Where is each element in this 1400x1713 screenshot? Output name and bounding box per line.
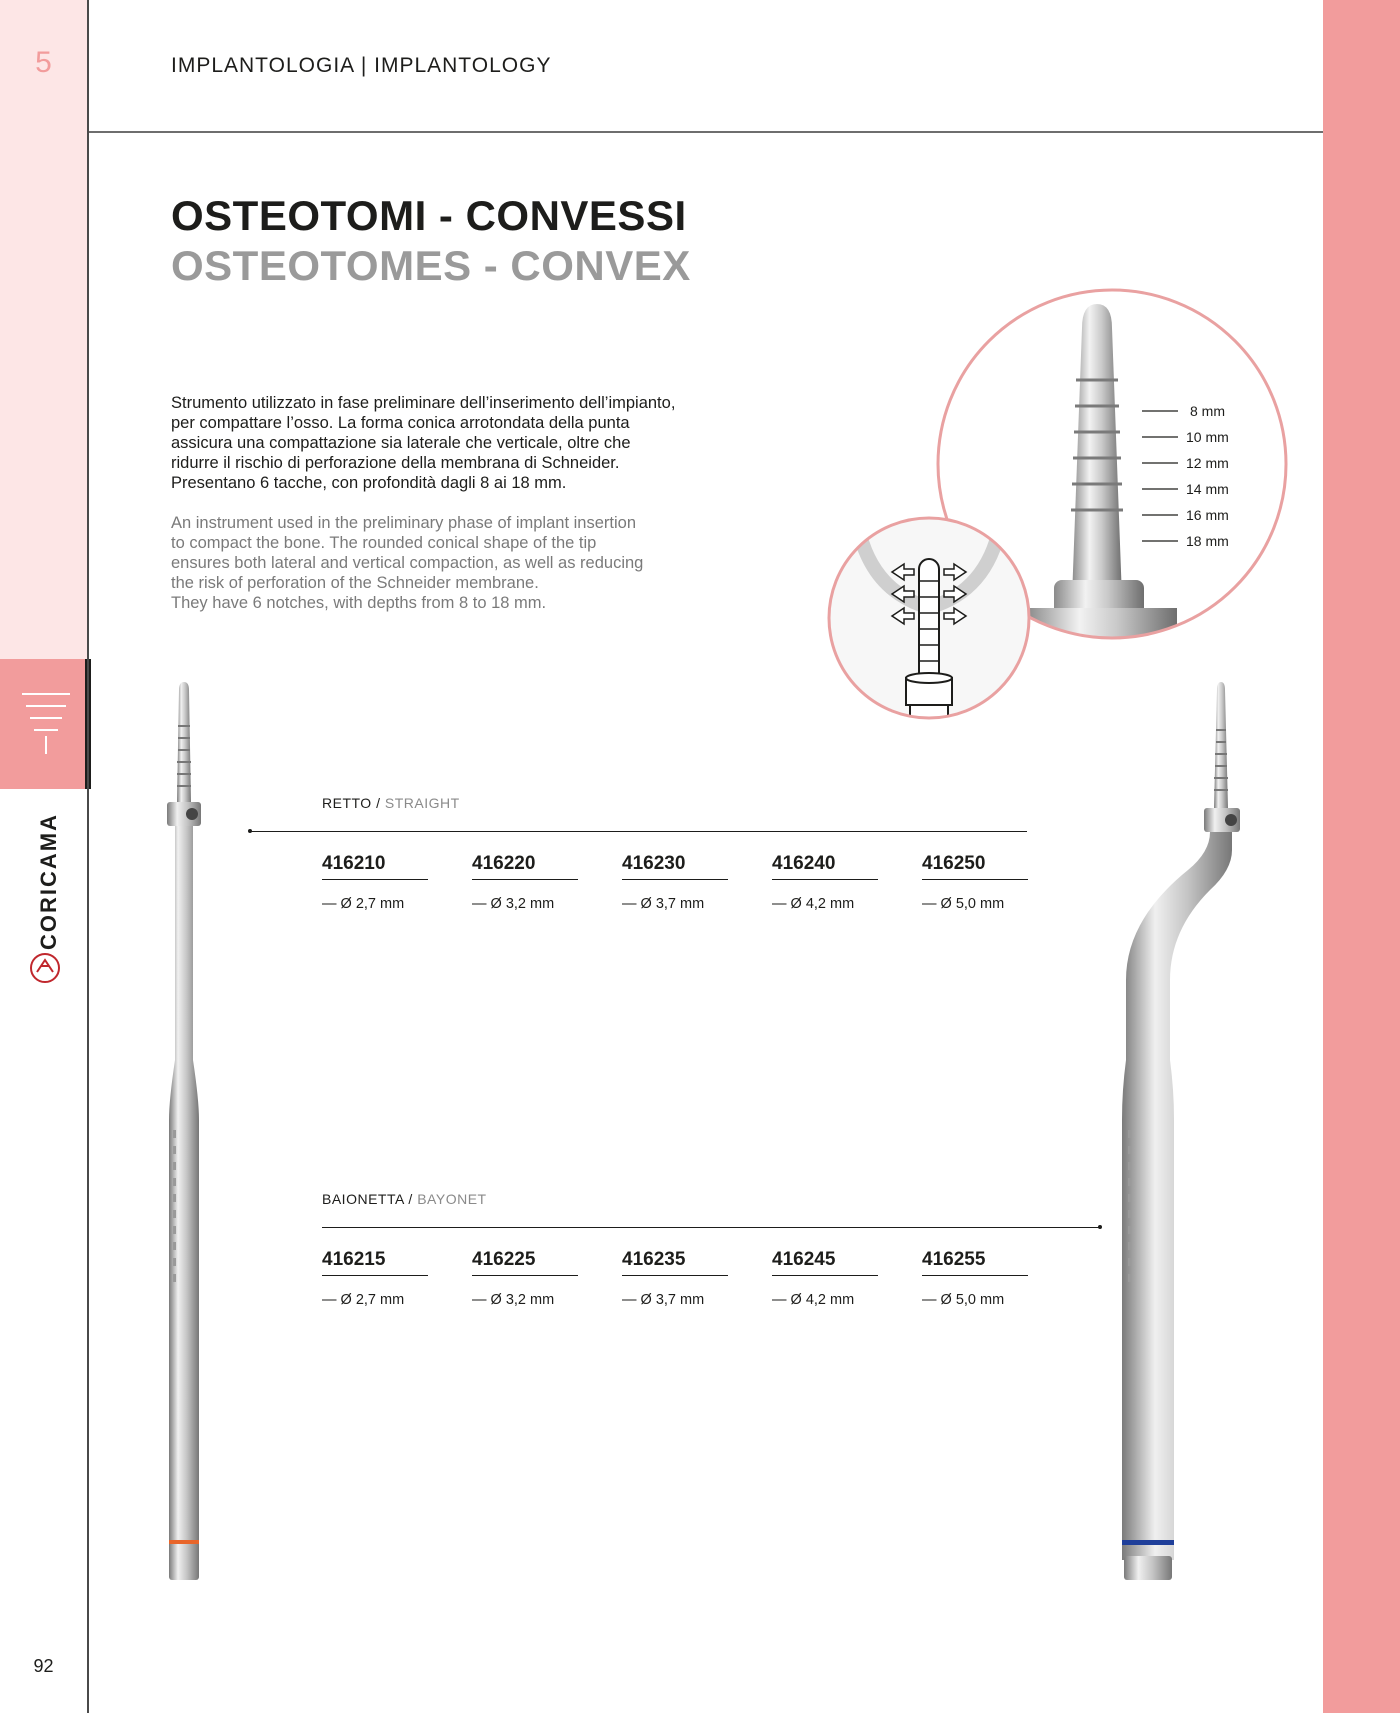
sidebar-divider [87,0,89,1713]
depth-mark-label: 10 mm [1186,429,1229,445]
depth-mark-label: 14 mm [1186,481,1229,497]
product-code: 416245 [772,1249,878,1276]
product-diameter: — Ø 4,2 mm [772,1292,855,1308]
product-code: 416235 [622,1249,728,1276]
page-subtitle: OSTEOTOMES - CONVEX [171,242,691,289]
product-code: 416250 [922,853,1028,880]
desc-en-line: They have 6 notches, with depths from 8 to 18 mm. [171,594,547,612]
product-code: 416230 [622,853,728,880]
sidebar-top-panel [0,0,87,659]
product-item[interactable] [322,853,428,912]
straight-label-it: RETTO [322,795,372,811]
description-italian [171,393,791,493]
depth-mark-label: 18 mm [1186,533,1229,549]
compaction-diagram [826,515,1032,721]
product-code: 416210 [322,853,428,880]
bayonet-section-rule [322,1227,1100,1228]
chapter-number: 5 [35,46,52,79]
product-diameter: — Ø 2,7 mm [322,896,405,912]
product-item[interactable] [322,1249,428,1308]
straight-section-rule [250,831,1027,832]
desc-it-line: ridurre il rischio di perforazione della membrana di Schneider. [171,454,620,472]
product-diameter: — Ø 2,7 mm [322,1292,405,1308]
brand-logo [20,800,70,990]
desc-en-line: ensures both lateral and vertical compaction, as well as reducing [171,554,644,572]
product-item[interactable] [922,1249,1028,1308]
product-item[interactable] [772,853,878,912]
desc-en-line: to compact the bone. The rounded conical shape of the tip [171,534,597,552]
bayonet-osteotome-image [1100,680,1250,1600]
product-diameter: — Ø 3,2 mm [472,1292,555,1308]
product-item[interactable] [622,1249,728,1308]
product-item[interactable] [622,853,728,912]
product-code: 416220 [472,853,578,880]
desc-en-line: the risk of perforation of the Schneider membrane. [171,574,539,592]
desc-en-line: An instrument used in the preliminary phase of implant insertion [171,514,636,532]
product-diameter: — Ø 3,7 mm [622,1292,705,1308]
bayonet-label-it: BAIONETTA [322,1191,405,1207]
bayonet-label-en: BAYONET [417,1191,487,1207]
right-accent-bar [1323,0,1400,1713]
depth-mark-label: 8 mm [1190,403,1225,419]
product-item[interactable] [472,853,578,912]
product-code: 416215 [322,1249,428,1276]
description-english [171,513,791,613]
desc-it-line: Strumento utilizzato in fase preliminare dell’inserimento dell’impianto, [171,394,676,412]
product-code: 416240 [772,853,878,880]
product-diameter: — Ø 5,0 mm [922,1292,1005,1308]
depth-mark-label: 12 mm [1186,455,1229,471]
desc-it-line: assicura una compattazione sia laterale che verticale, oltre che [171,434,631,452]
product-item[interactable] [472,1249,578,1308]
product-code: 416225 [472,1249,578,1276]
straight-section-label: RETTO / STRAIGHT [322,795,460,811]
desc-it-line: per compattare l’osso. La forma conica arrotondata della punta [171,414,630,432]
section-rule-dot [1098,1225,1102,1229]
product-diameter: — Ø 3,7 mm [622,896,705,912]
page-number: 92 [33,1656,54,1676]
header-rule [89,131,1323,133]
brand-name: CORICAMA [36,813,61,950]
section-header: IMPLANTOLOGIA | IMPLANTOLOGY [171,54,552,77]
product-diameter: — Ø 4,2 mm [772,896,855,912]
desc-it-line: Presentano 6 tacche, con profondità dagli 8 ai 18 mm. [171,474,567,492]
product-diameter: — Ø 3,2 mm [472,896,555,912]
product-code: 416255 [922,1249,1028,1276]
straight-osteotome-image [155,680,215,1600]
menu-icon[interactable] [22,690,72,760]
product-diameter: — Ø 5,0 mm [922,896,1005,912]
page-title: OSTEOTOMI - CONVESSI [171,192,687,239]
product-item[interactable] [922,853,1028,912]
straight-label-en: STRAIGHT [384,795,460,811]
bayonet-section-label: BAIONETTA / BAYONET [322,1191,487,1207]
product-item[interactable] [772,1249,878,1308]
depth-mark-label: 16 mm [1186,507,1229,523]
